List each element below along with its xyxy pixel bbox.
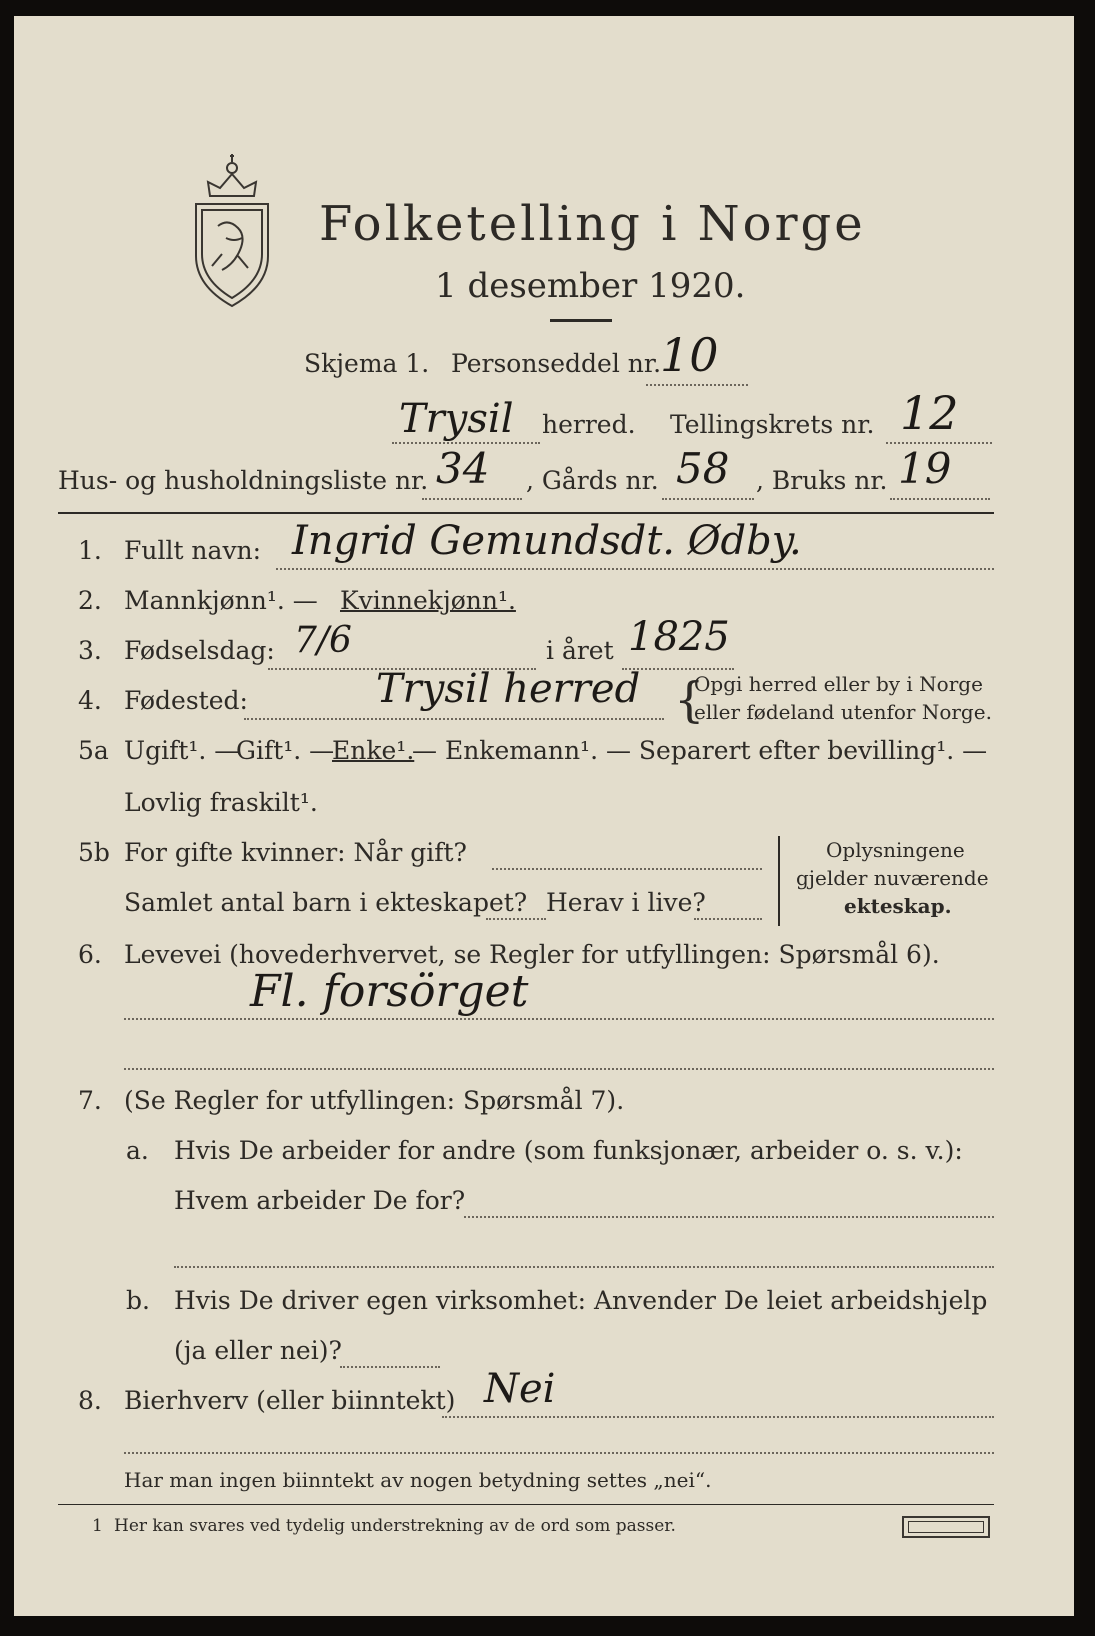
coat-of-arms-icon xyxy=(182,146,282,314)
q1-number: 1. xyxy=(78,536,102,565)
side-income-label: Bierhverv (eller biinntekt) xyxy=(124,1386,456,1415)
husliste-value[interactable]: 34 xyxy=(436,444,490,493)
tellingskrets-value[interactable]: 12 xyxy=(900,386,959,440)
hired-help-label: (ja eller nei)? xyxy=(174,1336,342,1365)
q5a-number: 5a xyxy=(78,736,109,765)
q7-number: 7. xyxy=(78,1086,102,1115)
herred-label: herred. xyxy=(542,410,636,439)
q8-number: 8. xyxy=(78,1386,102,1415)
occupation-value[interactable]: Fl. forsörget xyxy=(250,966,529,1017)
status-enke-option[interactable]: Enke¹. xyxy=(332,736,415,765)
printer-stamp xyxy=(902,1516,990,1538)
footer-separator xyxy=(124,1452,994,1454)
married-when-label: For gifte kvinner: Når gift? xyxy=(124,838,467,867)
bruks-label: , Bruks nr. xyxy=(756,466,888,495)
bruks-value[interactable]: 19 xyxy=(898,444,952,493)
full-name-label: Fullt navn: xyxy=(124,536,262,565)
occupation-label: Levevei (hovederhvervet, se Regler for utfyllingen: Spørsmål 6). xyxy=(124,940,940,969)
children-alive-line xyxy=(694,918,762,920)
children-total-line xyxy=(486,918,546,920)
bruks-line xyxy=(890,498,990,500)
status-other-options[interactable]: — Enkemann¹. — Separert efter bevilling¹. — xyxy=(412,736,988,765)
full-name-value[interactable]: Ingrid Gemundsdt. Ødby. xyxy=(292,518,802,564)
q7a-letter: a. xyxy=(126,1136,149,1165)
q7b-letter: b. xyxy=(126,1286,150,1315)
gards-line xyxy=(662,498,754,500)
side-income-line xyxy=(442,1416,994,1418)
marriage-note-bracket xyxy=(778,836,780,926)
occupation-line-2 xyxy=(124,1068,994,1070)
birthplace-note-line1: Opgi herred eller by i Norge xyxy=(694,672,983,696)
q2-number: 2. xyxy=(78,586,102,615)
gender-female-option[interactable]: Kvinnekjønn¹. xyxy=(340,586,516,615)
personseddel-value[interactable]: 10 xyxy=(660,328,719,382)
hired-help-line xyxy=(340,1366,440,1368)
footnote-rule xyxy=(58,1504,994,1505)
q3-number: 3. xyxy=(78,636,102,665)
birth-year-label: i året xyxy=(546,636,614,665)
marriage-note-line3: ekteskap. xyxy=(844,894,952,918)
children-total-label: Samlet antal barn i ekteskapet? xyxy=(124,888,528,917)
employer-line xyxy=(464,1216,994,1218)
footer-note: Har man ingen biinntekt av nogen betydning settes „nei“. xyxy=(124,1468,712,1492)
occupation-line-1 xyxy=(124,1018,994,1020)
marriage-note-line1: Oplysningene xyxy=(826,838,965,862)
employer-label: Hvem arbeider De for? xyxy=(174,1186,466,1215)
q7-label: (Se Regler for utfyllingen: Spørsmål 7). xyxy=(124,1086,625,1115)
employer-line-2 xyxy=(174,1266,994,1268)
footnote-text: Her kan svares ved tydelig understrekning av de ord som passer. xyxy=(114,1516,676,1536)
status-fraskilt-option[interactable]: Lovlig fraskilt¹. xyxy=(124,788,318,817)
birthplace-value[interactable]: Trysil herred xyxy=(376,666,641,712)
side-income-value[interactable]: Nei xyxy=(484,1366,556,1412)
footnote-number: 1 xyxy=(92,1516,103,1536)
title-divider xyxy=(550,319,612,322)
birthplace-note-brace: { xyxy=(674,672,705,728)
census-form xyxy=(14,16,1074,1616)
birth-year-value[interactable]: 1825 xyxy=(628,614,730,660)
q4-number: 4. xyxy=(78,686,102,715)
form-date: 1 desember 1920. xyxy=(435,266,746,306)
gender-male-option[interactable]: Mannkjønn¹. — xyxy=(124,586,318,615)
q7b-text: Hvis De driver egen virksomhet: Anvender De leiet arbeidshjelp xyxy=(174,1286,988,1315)
birthplace-label: Fødested: xyxy=(124,686,248,715)
gards-value[interactable]: 58 xyxy=(676,444,730,493)
husliste-line xyxy=(422,498,522,500)
status-gift-option[interactable]: Gift¹. — xyxy=(236,736,335,765)
birthday-value[interactable]: 7/6 xyxy=(294,620,352,661)
q5b-number: 5b xyxy=(78,838,110,867)
children-alive-label: Herav i live? xyxy=(546,888,706,917)
gards-label: , Gårds nr. xyxy=(526,466,659,495)
personseddel-label: Personseddel nr. xyxy=(451,349,662,378)
tellingskrets-label: Tellingskrets nr. xyxy=(670,410,875,439)
header-rule xyxy=(58,512,994,514)
status-ugift-option[interactable]: Ugift¹. — xyxy=(124,736,240,765)
herred-value[interactable]: Trysil xyxy=(399,396,514,442)
birthday-label: Fødselsdag: xyxy=(124,636,275,665)
form-title: Folketelling i Norge xyxy=(319,196,866,252)
birthplace-note-line2: eller fødeland utenfor Norge. xyxy=(694,700,992,724)
schema-label: Skjema 1. xyxy=(304,349,430,378)
q6-number: 6. xyxy=(78,940,102,969)
husliste-label: Hus- og husholdningsliste nr. xyxy=(58,466,429,495)
birthplace-line xyxy=(244,718,664,720)
q7a-text: Hvis De arbeider for andre (som funksjonær, arbeider o. s. v.): xyxy=(174,1136,963,1165)
full-name-line xyxy=(276,568,994,570)
marriage-note-line2: gjelder nuværende xyxy=(796,866,989,890)
married-when-line xyxy=(492,868,762,870)
personseddel-line xyxy=(646,384,748,386)
